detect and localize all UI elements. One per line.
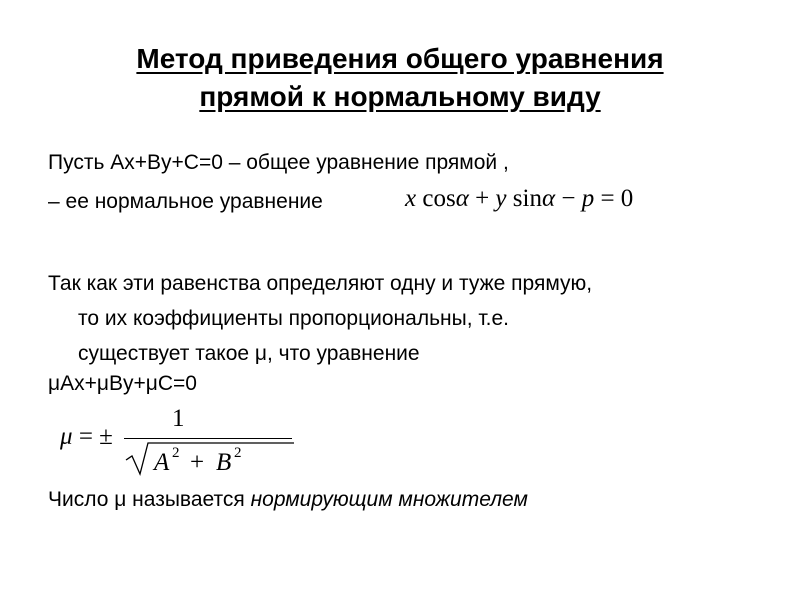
text-line-general-equation: Пусть Ax+By+C=0 – общее уравнение прямой , xyxy=(48,151,509,174)
mu-formula xyxy=(60,405,260,475)
exp-b: 2 xyxy=(234,445,242,461)
fraction-denominator xyxy=(124,440,294,476)
normalizing-factor-term: нормирующим множителем xyxy=(250,488,528,511)
title-line-1: Метод приведения общего уравнения xyxy=(136,43,664,74)
func-sin: sin xyxy=(512,185,542,212)
var-mu: μ xyxy=(60,423,73,450)
fraction-bar xyxy=(124,438,292,439)
op-plus: + xyxy=(475,185,490,212)
slide-title xyxy=(40,40,760,116)
sqrt-sign-icon xyxy=(126,443,294,474)
op-minus: − xyxy=(561,185,576,212)
para-line-1: Так как эти равенства определяют одну и туже прямую, xyxy=(48,272,593,295)
var-y: y xyxy=(495,185,507,212)
fraction-numerator: 1 xyxy=(172,405,185,432)
func-cos: cos xyxy=(422,185,456,212)
var-alpha-2: α xyxy=(541,185,556,212)
text-line-normal-equation: – ее нормальное уравнение xyxy=(48,190,323,213)
op-plus-denominator: + xyxy=(190,449,205,476)
var-a: A xyxy=(154,449,170,476)
title-line-2: прямой к нормальному виду xyxy=(199,81,601,112)
mu-formula-lhs xyxy=(60,423,113,451)
op-equals-plus-minus: = ± xyxy=(78,423,113,450)
var-b: B xyxy=(216,449,232,476)
para-line-2: то их коэффициенты пропорциональны, т.е. xyxy=(78,307,510,330)
normalizing-factor-prefix: Число μ называется xyxy=(48,488,251,511)
proportionality-paragraph xyxy=(48,266,748,371)
var-p: p xyxy=(581,185,595,212)
normal-equation-formula xyxy=(405,185,633,213)
mu-equation: μAx+μBy+μC=0 xyxy=(48,372,197,395)
exp-a: 2 xyxy=(172,445,180,461)
normalizing-factor-line xyxy=(48,488,528,512)
var-x: x xyxy=(405,185,417,212)
para-line-3: существует такое μ, что уравнение xyxy=(78,342,420,365)
var-alpha-1: α xyxy=(455,185,469,212)
op-equals-zero: = 0 xyxy=(600,185,634,212)
